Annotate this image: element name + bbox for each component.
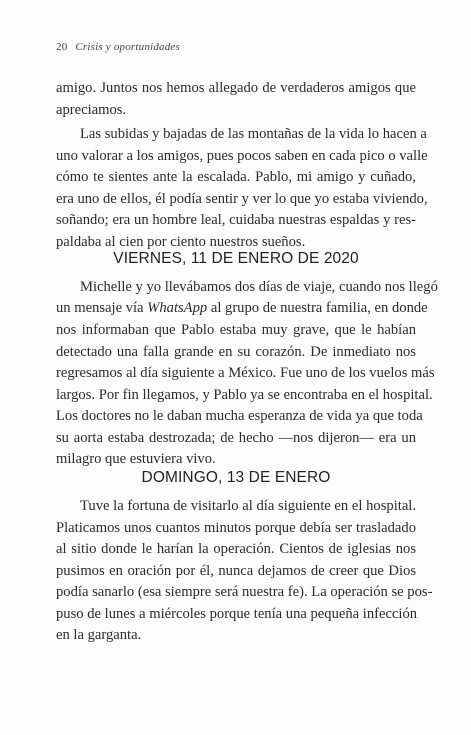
text-line: podía sanarlo (esa siempre será nuestra fe). La operación se pos- [56,584,433,600]
page-number: 20 [56,41,68,53]
text-line: pusimos en oración por él, nunca dejamos de creer que Dios [56,563,416,579]
text-span: un mensaje vía [56,300,148,316]
text-line: Tuve la fortuna de visitarlo al día siguiente en el hospital. [80,498,416,514]
section-heading: VIERNES, 11 DE ENERO DE 2020 [113,250,359,267]
text-line: su aorta estaba destrozada; de hecho —nos dijeron— era un [56,430,416,446]
italic-app-name: WhatsApp [147,300,208,316]
text-line: amigo. Juntos nos hemos allegado de verdaderos amigos que [56,80,416,96]
text-line: en la garganta. [56,627,142,643]
text-line: Platicamos unos cuantos minutos porque debía ser trasladado [56,520,416,536]
text-line: nos informaban que Pablo estaba muy grave, que le habían [56,322,416,338]
text-line-with-italic [56,297,428,319]
text-line: era uno de ellos, él podía sentir y ver lo que yo estaba viviendo, [56,191,428,207]
text-line: al sitio donde le harían la operación. Cientos de iglesias nos [56,541,416,557]
text-line: Michelle y yo llevábamos dos días de viaje, cuando nos llegó [80,279,438,295]
text-line: cómo te sientes ante la escalada. Pablo, mi amigo y cuñado, [56,169,416,185]
text-line: milagro que estuviera vivo. [56,451,216,467]
text-line: soñando; era un hombre leal, cuidaba nuestras espaldas y res- [56,212,416,228]
text-line: Las subidas y bajadas de las montañas de la vida lo hacen a [80,126,427,142]
running-head [56,41,180,53]
text-line: paldaba al cien por ciento nuestros sueños. [56,234,306,250]
text-line: apreciamos. [56,102,127,118]
text-span: al grupo de nuestra familia, en donde [207,300,428,316]
running-head-title: Crisis y oportunidades [75,41,180,53]
text-line: puso de lunes a miércoles porque tenía una pequeña infección [56,606,418,622]
text-line: regresamos al día siguiente a México. Fue uno de los vuelos más [56,365,435,381]
text-line: largos. Por fin llegamos, y Pablo ya se encontraba en el hospital. [56,387,433,403]
text-line: Los doctores no le daban mucha esperanza de vida ya que toda [56,408,423,424]
text-line: uno valorar a los amigos, pues pocos saben en cada pico o valle [56,148,428,164]
section-heading: DOMINGO, 13 DE ENERO [141,469,331,486]
text-line: detectado una falla grande en su corazón. De inmediato nos [56,344,416,360]
